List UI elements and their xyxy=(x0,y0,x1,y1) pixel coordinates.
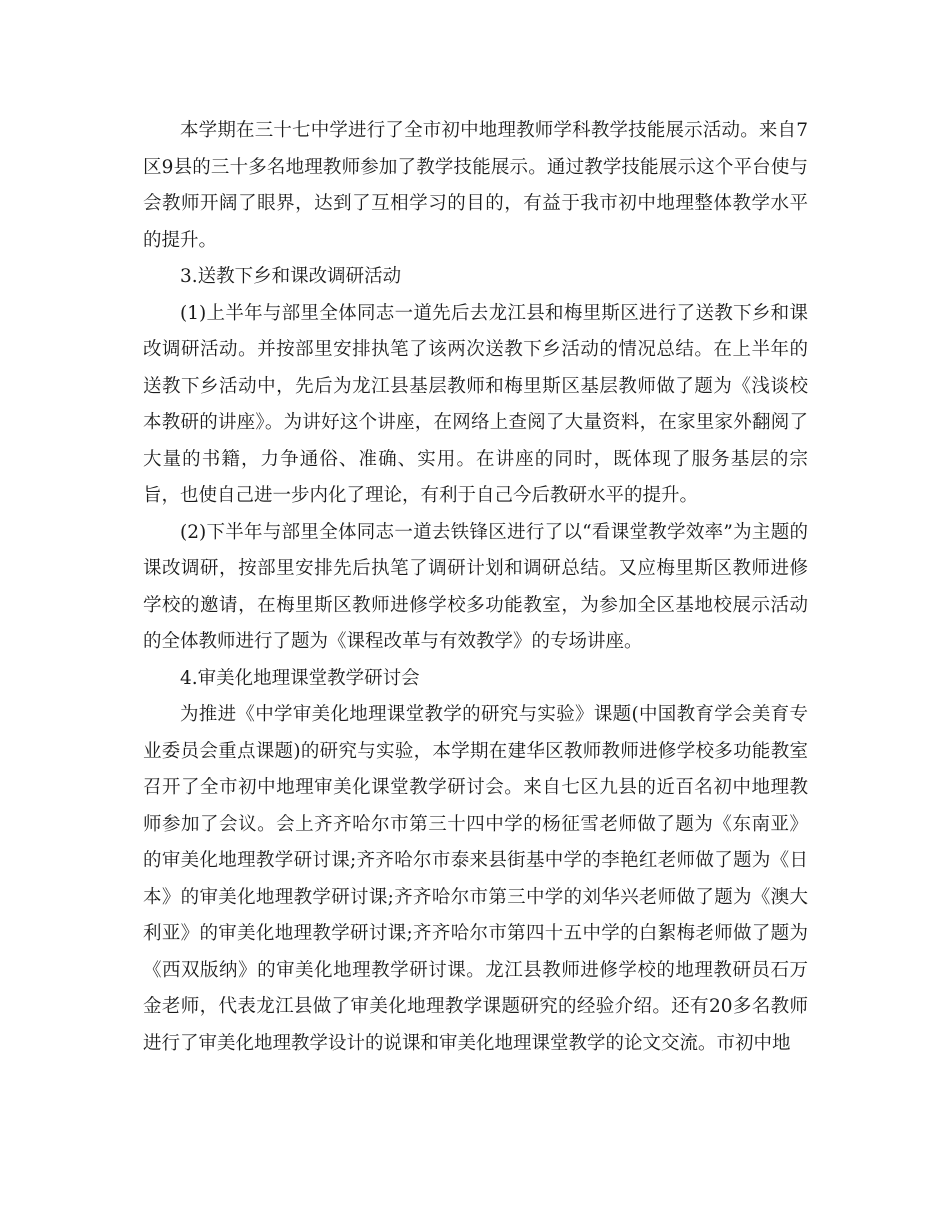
document-page xyxy=(143,113,808,1062)
section-heading-seminar: 4.审美化地理课堂教学研讨会 xyxy=(180,667,420,689)
paragraph-skills-showcase: 本学期在三十七中学进行了全市初中地理教师学科教学技能展示活动。来自7区9县的三十多名地理教师参加了教学技能展示。通过教学技能展示这个平台使与会教师开阔了眼界，达到了互相学习的目的，有益于我市初中地理整体教学水平的提升。 xyxy=(143,120,808,251)
paragraph-second-half-research: (2)下半年与部里全体同志一道去铁锋区进行了以“看课堂教学效率”为主题的课改调研，按部里安排先后执笔了调研计划和调研总结。又应梅里斯区教师进修学校的邀请，在梅里斯区教师进修学校多功能教室，为参加全区基地校展示活动的全体教师进行了题为《课程改革与有效教学》的专场讲座。 xyxy=(143,521,808,652)
paragraph-aesthetic-seminar: 为推进《中学审美化地理课堂教学的研究与实验》课题(中国教育学会美育专业委员会重点课题)的研究与实验，本学期在建华区教师教师进修学校多功能教室召开了全市初中地理审美化课堂教学研讨会。来自七区九县的近百名初中地理教师参加了会议。会上齐齐哈尔市第三十四中学的杨征雪老师做了题为《东南亚》的审美化地理教学研讨课;齐齐哈尔市泰来县街基中学的李艳红老师做了题为《日本》的审美化地理教学研讨课;齐齐哈尔市第三中学的刘华兴老师做了题为《澳大利亚》的审美化地理教学研讨课;齐齐哈尔市第四十五中学的白絮梅老师做了题为《西双版纳》的审美化地理教学研讨课。龙江县教师进修学校的地理教研员石万金老师，代表龙江县做了审美化地理教学课题研究的经验介绍。还有20多名教师进行了审美化地理教学设计的说课和审美化地理课堂教学的论文交流。市初中地 xyxy=(143,704,808,1054)
paragraph-first-half-outreach: (1)上半年与部里全体同志一道先后去龙江县和梅里斯区进行了送教下乡和课改调研活动。并按部里安排执笔了该两次送教下乡活动的情况总结。在上半年的送教下乡活动中，先后为龙江县基层教师和梅里斯区基层教师做了题为《浅谈校本教研的讲座》。为讲好这个讲座，在网络上查阅了大量资料，在家里家外翻阅了大量的书籍，力争通俗、准确、实用。在讲座的同时，既体现了服务基层的宗旨，也使自己进一步内化了理论，有利于自己今后教研水平的提升。 xyxy=(143,302,808,506)
section-heading-outreach: 3.送教下乡和课改调研活动 xyxy=(180,266,402,287)
